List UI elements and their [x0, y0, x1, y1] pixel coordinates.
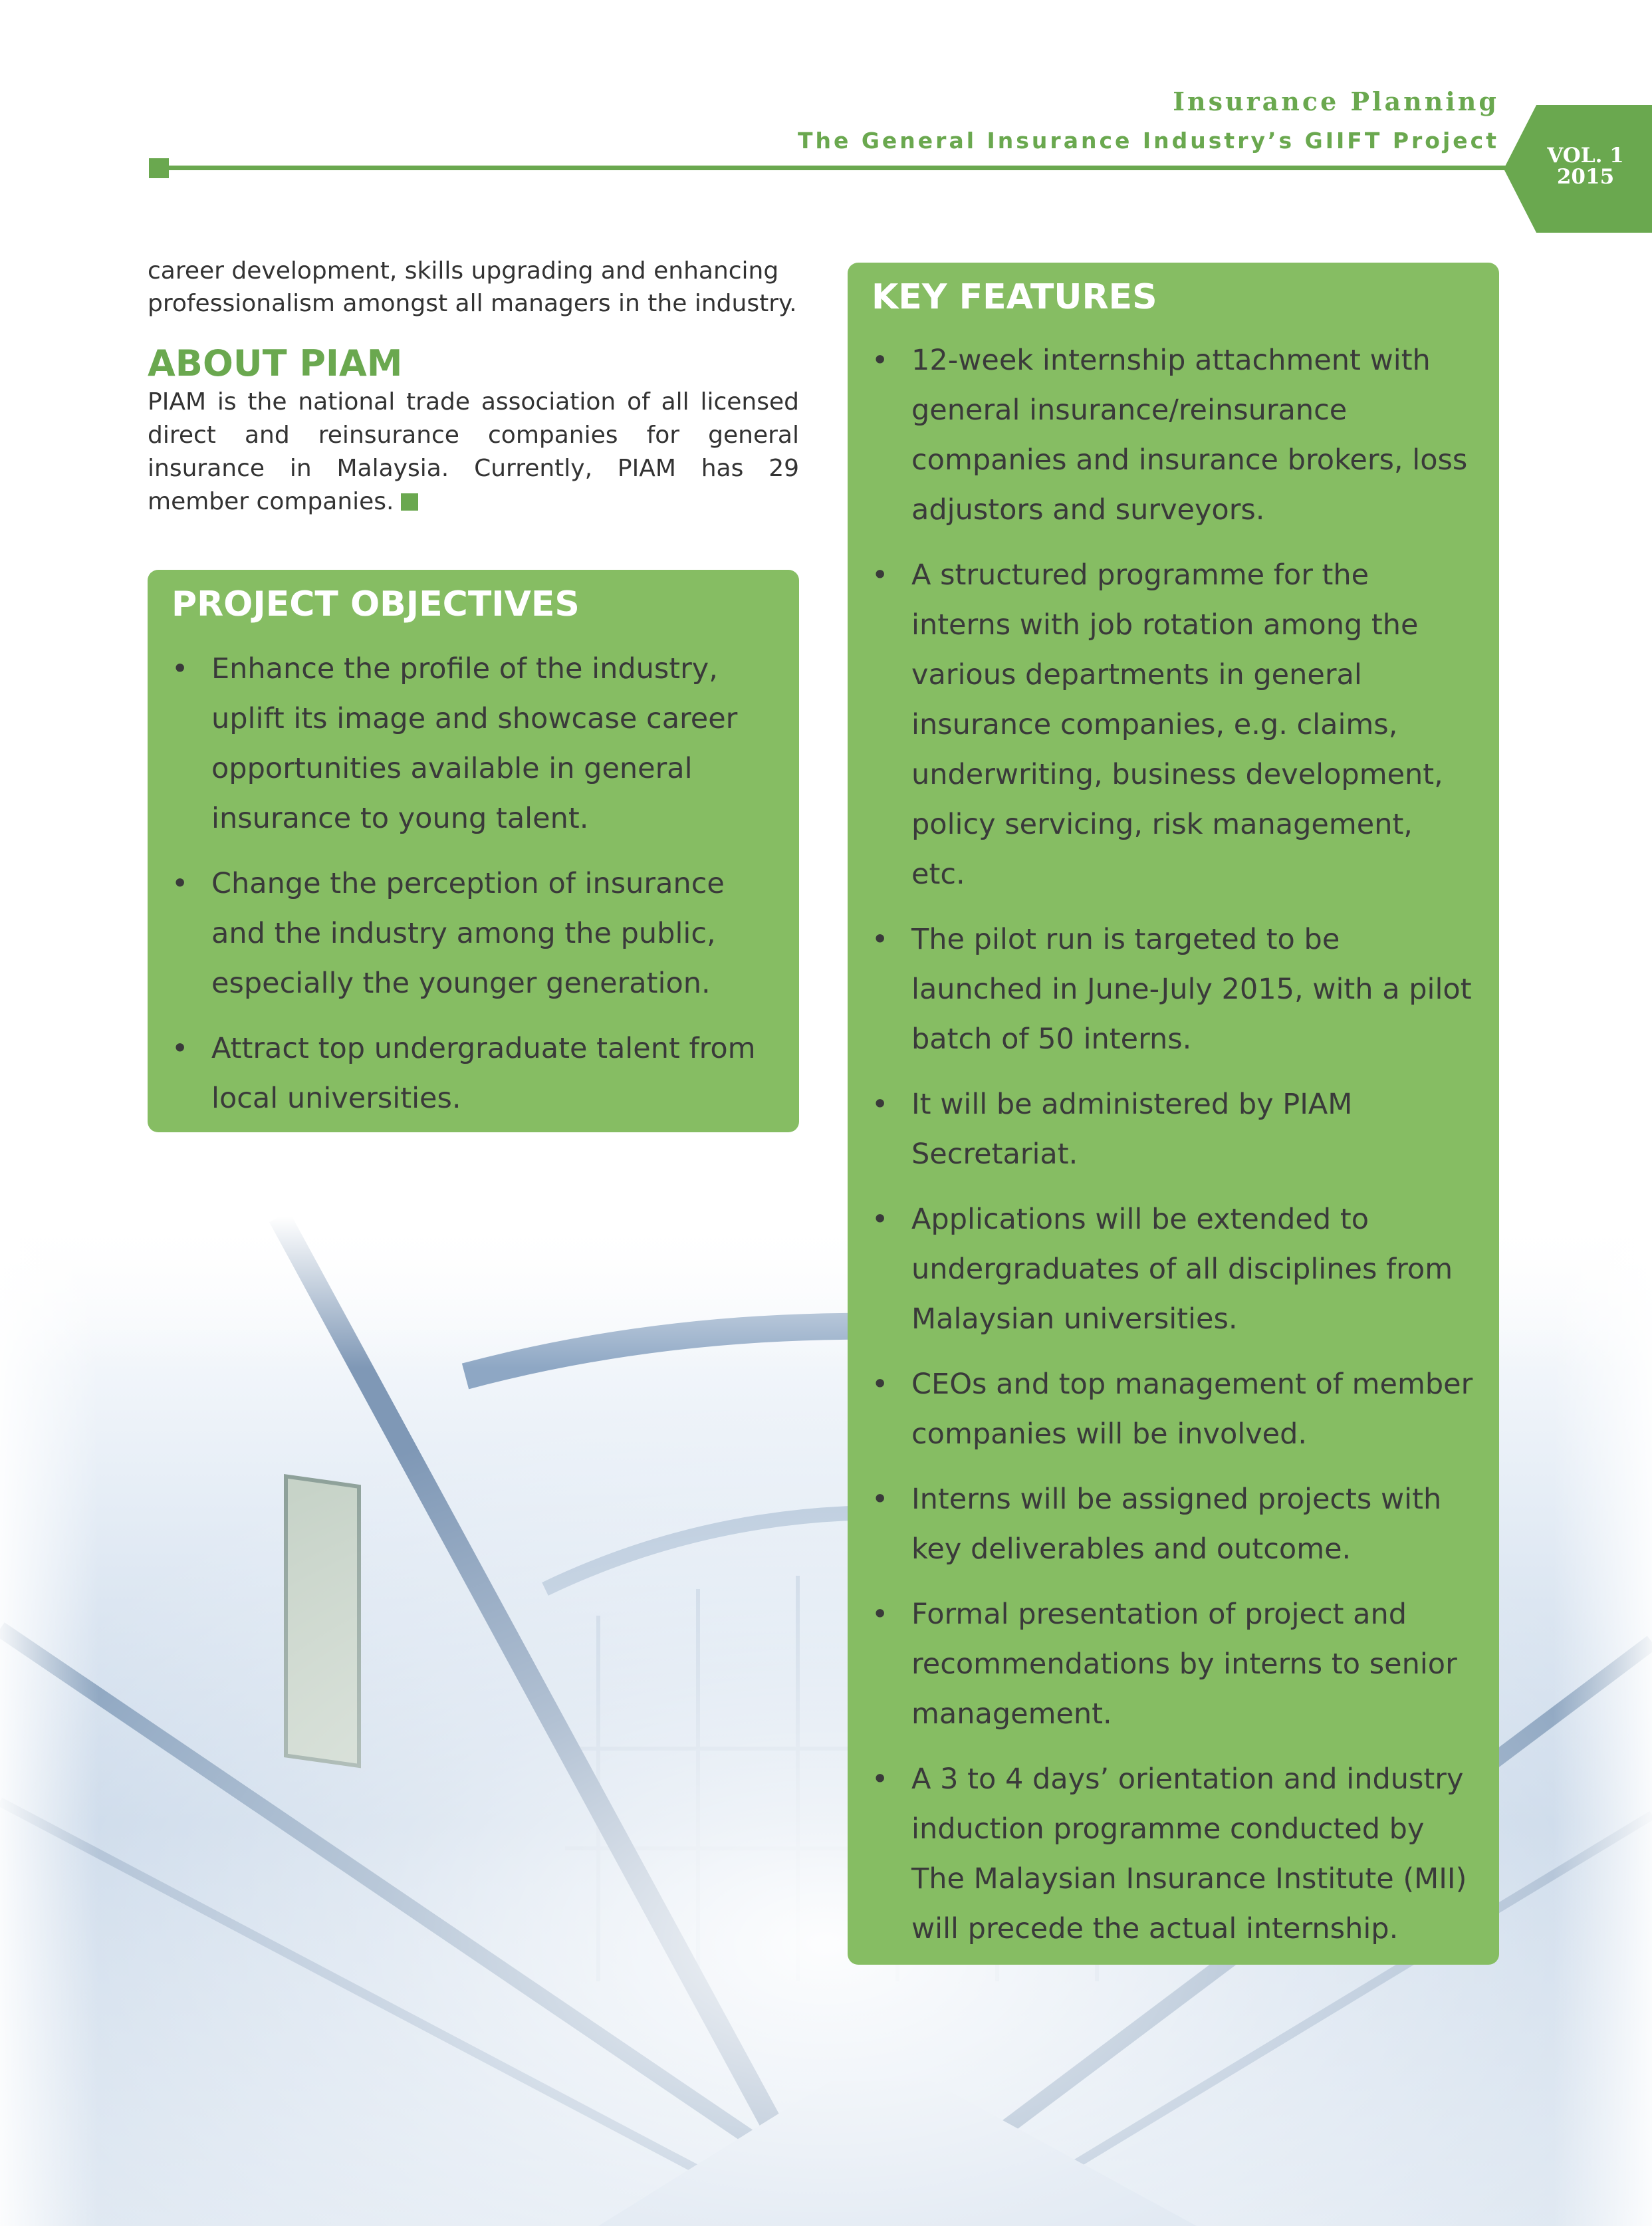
- objectives-heading: PROJECT OBJECTIVES: [172, 584, 580, 624]
- objective-item: • Enhance the profile of the industry, uplift its image and showcase career opportunities available in general insurance to young talent.: [172, 644, 775, 844]
- volume-label: VOL. 1: [1547, 144, 1624, 168]
- feature-item: • Formal presentation of project and recommendations by interns to senior management.: [872, 1590, 1475, 1739]
- header-rule: [150, 166, 1513, 170]
- key-features-panel: [848, 263, 1499, 1965]
- end-mark-square: [401, 493, 418, 511]
- feature-item: • CEOs and top management of member companies will be involved.: [872, 1360, 1475, 1459]
- feature-item: • Interns will be assigned projects with key deliverables and outcome.: [872, 1475, 1475, 1574]
- objective-item: • Attract top undergraduate talent from local universities.: [172, 1024, 775, 1124]
- running-title: Insurance Planning: [1173, 86, 1499, 116]
- feature-item: • A 3 to 4 days’ orientation and industry induction programme conducted by The Malaysian Insurance Institute (MII) will precede the actual internship.: [872, 1755, 1475, 1954]
- features-list: [872, 336, 1475, 1969]
- features-heading: KEY FEATURES: [872, 277, 1157, 317]
- about-text: PIAM is the national trade association of all licensed direct and reinsurance companies for general insurance in Malaysia. Currently, PIAM has 29 member companies.: [148, 388, 799, 515]
- feature-item: • It will be administered by PIAM Secretariat.: [872, 1080, 1475, 1179]
- volume-year: 2015: [1556, 165, 1615, 189]
- volume-badge-text: [1529, 145, 1642, 187]
- intro-paragraph: career development, skills upgrading and enhancing professionalism amongst all managers in the industry.: [148, 257, 797, 317]
- running-subtitle: The General Insurance Industry’s GIIFT Project: [797, 128, 1499, 154]
- feature-item: • 12-week internship attachment with general insurance/reinsurance companies and insurance brokers, loss adjustors and surveyors.: [872, 336, 1475, 535]
- objective-item: • Change the perception of insurance and the industry among the public, especially the younger generation.: [172, 859, 775, 1009]
- objectives-list: [172, 644, 775, 1139]
- about-paragraph: [148, 386, 799, 519]
- about-heading: ABOUT PIAM: [148, 342, 403, 384]
- feature-item: • A structured programme for the interns with job rotation among the various departments in general insurance companies, e.g. claims, underwriting, business development, policy servicing, risk management, etc.: [872, 551, 1475, 900]
- feature-item: • Applications will be extended to undergraduates of all disciplines from Malaysian universities.: [872, 1195, 1475, 1344]
- feature-item: • The pilot run is targeted to be launched in June-July 2015, with a pilot batch of 50 interns.: [872, 915, 1475, 1064]
- project-objectives-panel: [148, 570, 799, 1132]
